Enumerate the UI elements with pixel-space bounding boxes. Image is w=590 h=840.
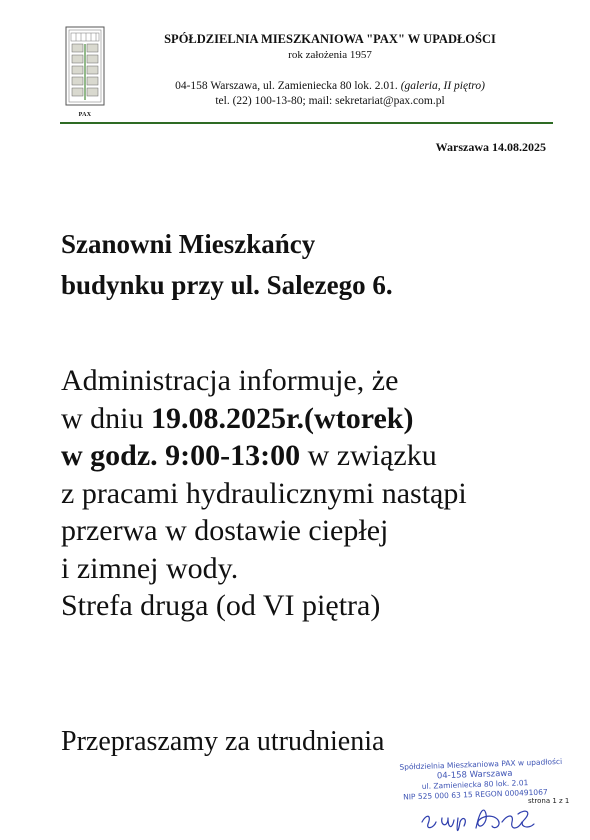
page-number: strona 1 z 1 xyxy=(528,797,570,805)
founding-year: rok założenia 1957 xyxy=(288,49,372,61)
pax-building-logo-icon xyxy=(62,24,108,108)
greeting-line-1: Szanowni Mieszkańcy xyxy=(61,229,316,259)
pax-logo xyxy=(62,24,108,116)
notice-date: 19.08.2025r.(wtorek) xyxy=(151,401,414,435)
stamp-line-2: 04-158 Warszawa xyxy=(436,768,513,782)
notice-hours: w godz. 9:00-13:00 xyxy=(61,439,301,472)
header-divider xyxy=(60,122,553,124)
address-text: 04-158 Warszawa, ul. Zamieniecka 80 lok. 2.01. xyxy=(175,80,398,92)
organization-address xyxy=(130,80,530,92)
stamp-line-3: ul. Zamieniecka 80 lok. 2.01 xyxy=(421,778,529,791)
apology-text: Przepraszamy za utrudnienia xyxy=(61,726,385,757)
address-note: (galeria, II piętro) xyxy=(400,80,485,92)
logo-caption: PAX xyxy=(78,112,92,118)
greeting xyxy=(61,224,393,306)
notice-line-1: Administracja informuje, że xyxy=(61,364,399,397)
greeting-line-2: budynku przy ul. Salezego 6. xyxy=(61,270,393,300)
document-date: Warszawa 14.08.2025 xyxy=(435,140,546,154)
notice-body xyxy=(61,362,467,625)
notice-line-7: Strefa druga (od VI piętra) xyxy=(61,589,381,622)
notice-line-2-pre: w dniu xyxy=(61,401,151,435)
stamp-line-1: Spółdzielnia Mieszkaniowa PAX w upadłości xyxy=(399,756,563,772)
organization-name: SPÓŁDZIELNIA MIESZKANIOWA "PAX" W UPADŁOŚCI xyxy=(164,32,496,46)
notice-line-4: z pracami hydraulicznymi nastąpi xyxy=(61,476,467,510)
notice-line-3 xyxy=(61,437,467,475)
stamp-line-4: NIP 525 000 63 15 REGON 000491067 xyxy=(402,787,548,802)
notice-line-2 xyxy=(61,400,467,438)
organization-contact: tel. (22) 100-13-80; mail: sekretariat@pax.com.pl xyxy=(215,95,445,107)
handwritten-signature-icon xyxy=(418,800,538,836)
notice-line-3-post: w związku xyxy=(300,439,437,472)
notice-line-6: i zimnej wody. xyxy=(61,551,239,585)
notice-line-5: przerwa w dostawie ciepłej xyxy=(61,514,389,547)
